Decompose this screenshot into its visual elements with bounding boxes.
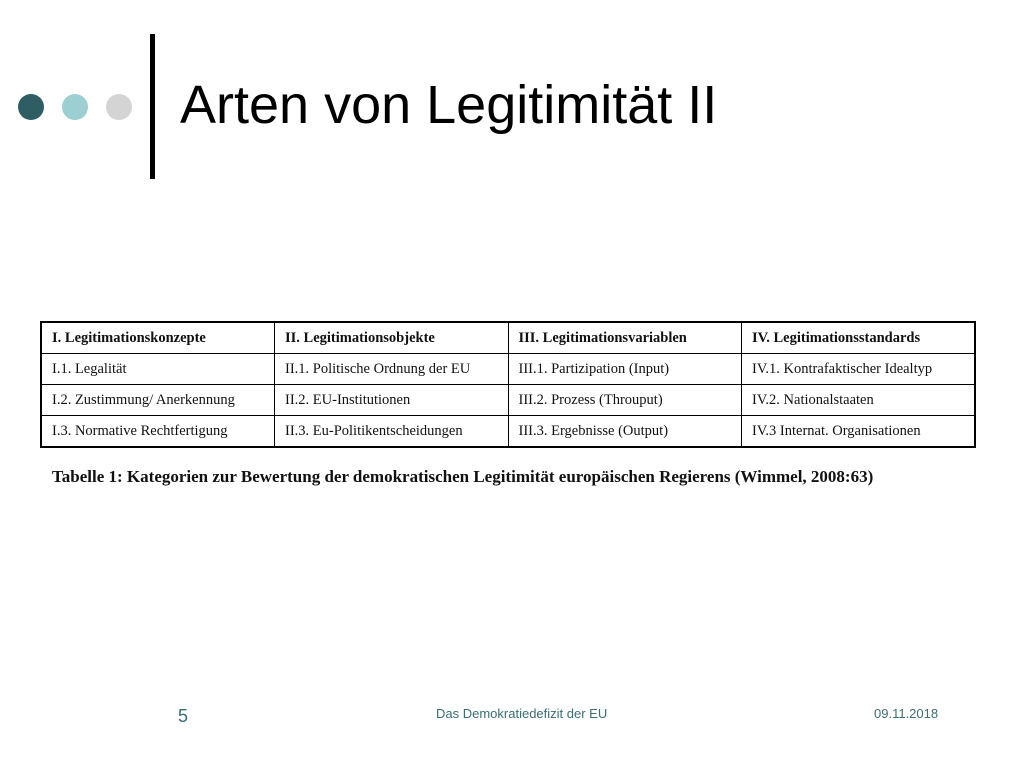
footer-date: 09.11.2018	[874, 706, 939, 721]
decorative-dots	[18, 94, 138, 122]
table-cell: I.2. Zustimmung/ Anerkennung	[41, 385, 275, 416]
table-row	[41, 416, 975, 448]
table-cell: IV.3 Internat. Organisationen	[742, 416, 976, 448]
column-header: II. Legitimationsobjekte	[275, 322, 509, 354]
table-cell: IV.1. Kontrafaktischer Idealtyp	[742, 354, 976, 385]
table-cell: III.2. Prozess (Throuput)	[508, 385, 742, 416]
table-cell: IV.2. Nationalstaaten	[742, 385, 976, 416]
table-cell: I.3. Normative Rechtfertigung	[41, 416, 275, 448]
table-cell: II.1. Politische Ordnung der EU	[275, 354, 509, 385]
legitimacy-table-container	[40, 321, 976, 448]
slide-title: Arten von Legitimität II	[180, 75, 718, 135]
table-cell: III.3. Ergebnisse (Output)	[508, 416, 742, 448]
legitimacy-table	[40, 321, 976, 448]
light-teal-dot-icon	[62, 94, 88, 120]
title-divider	[150, 34, 155, 179]
column-header: I. Legitimationskonzepte	[41, 322, 275, 354]
table-row	[41, 385, 975, 416]
table-row	[41, 354, 975, 385]
table-cell: II.2. EU-Institutionen	[275, 385, 509, 416]
footer-title: Das Demokratiedefizit der EU	[436, 706, 608, 721]
column-header: IV. Legitimationsstandards	[742, 322, 976, 354]
table-header-row	[41, 322, 975, 354]
column-header: III. Legitimationsvariablen	[508, 322, 742, 354]
slide-number: 5	[178, 706, 189, 726]
gray-dot-icon	[106, 94, 132, 120]
table-cell: II.3. Eu-Politikentscheidungen	[275, 416, 509, 448]
table-cell: III.1. Partizipation (Input)	[508, 354, 742, 385]
table-caption: Tabelle 1: Kategorien zur Bewertung der demokratischen Legitimität europäischen Regierens (Wimmel, 2008:63)	[52, 467, 874, 486]
table-cell: I.1. Legalität	[41, 354, 275, 385]
dark-teal-dot-icon	[18, 94, 44, 120]
